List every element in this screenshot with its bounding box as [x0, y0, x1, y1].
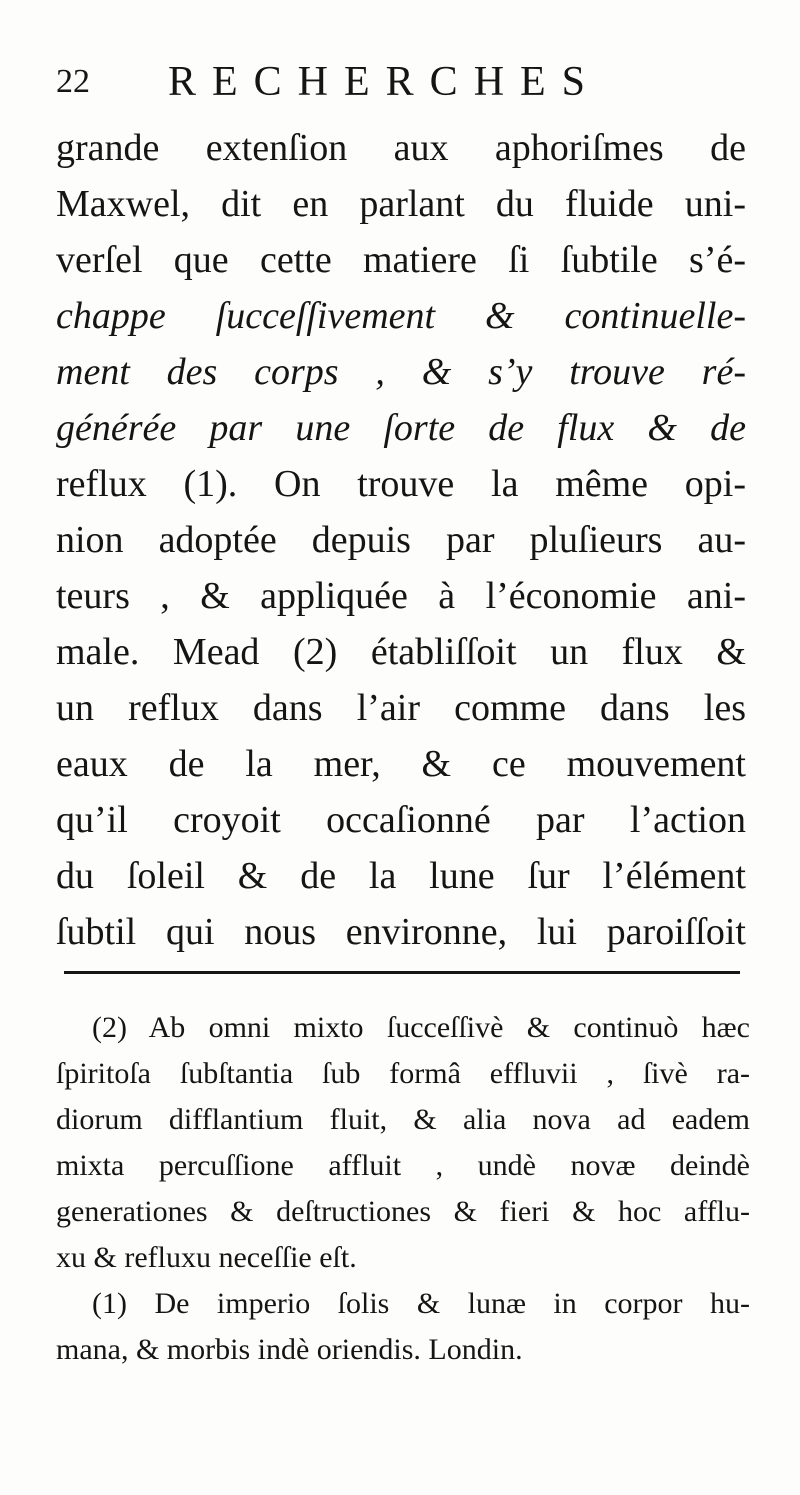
footnote-line: mana, & morbis indè oriendis. Londin. — [56, 1333, 523, 1366]
text-line: du ſoleil & de la lune ſur l’élément — [56, 855, 746, 897]
running-title: RECHERCHES — [168, 59, 602, 105]
text-line: générée par une ſorte de flux & de — [56, 407, 746, 449]
footnotes — [56, 1005, 750, 1373]
footnote-line: diorum difflantium fluit, & alia nova ad eadem — [56, 1103, 750, 1136]
text-line: chappe ſucceſſivement & continuelle- — [56, 295, 746, 337]
text-line: eaux de la mer, & ce mouvement — [56, 743, 746, 785]
text-line: teurs , & appliquée à l’économie ani- — [56, 575, 746, 617]
text-line: male. Mead (2) établiſſoit un flux & — [56, 631, 746, 673]
footnote-line: (2) Ab omni mixto ſucceſſivè & continuò hæc — [92, 1011, 750, 1044]
footnote-line: mixta percuſſione affluit , undè novæ deindè — [56, 1149, 750, 1182]
footnote-line: ſpiritoſa ſubſtantia ſub formâ effluvii , ſivè ra- — [56, 1057, 750, 1090]
text-line: grande extenſion aux aphoriſmes de — [56, 127, 746, 169]
page-header — [56, 58, 756, 108]
text-line: Maxwel, dit en parlant du fluide uni- — [56, 183, 746, 225]
text-line: ſubtil qui nous environne, lui paroiſſoit — [56, 911, 746, 953]
text-line: nion adoptée depuis par pluſieurs au- — [56, 519, 746, 561]
text-line: ment des corps , & s’y trouve ré- — [56, 351, 746, 393]
footnote-line: xu & refluxu neceſſie eſt. — [56, 1241, 357, 1274]
page-number: 22 — [56, 63, 90, 100]
footnote-line: (1) De imperio ſolis & lunæ in corpor hu- — [92, 1287, 750, 1320]
text-line: verſel que cette matiere ſi ſubtile s’é- — [56, 239, 746, 281]
text-line: qu’il croyoit occaſionné par l’action — [56, 799, 746, 841]
text-line: reflux (1). On trouve la même opi- — [56, 463, 746, 505]
footnote-line: generationes & deſtructiones & fieri & hoc afflu- — [56, 1195, 750, 1228]
main-text — [56, 120, 746, 960]
footnote-divider — [64, 971, 740, 974]
text-line: un reflux dans l’air comme dans les — [56, 687, 746, 729]
